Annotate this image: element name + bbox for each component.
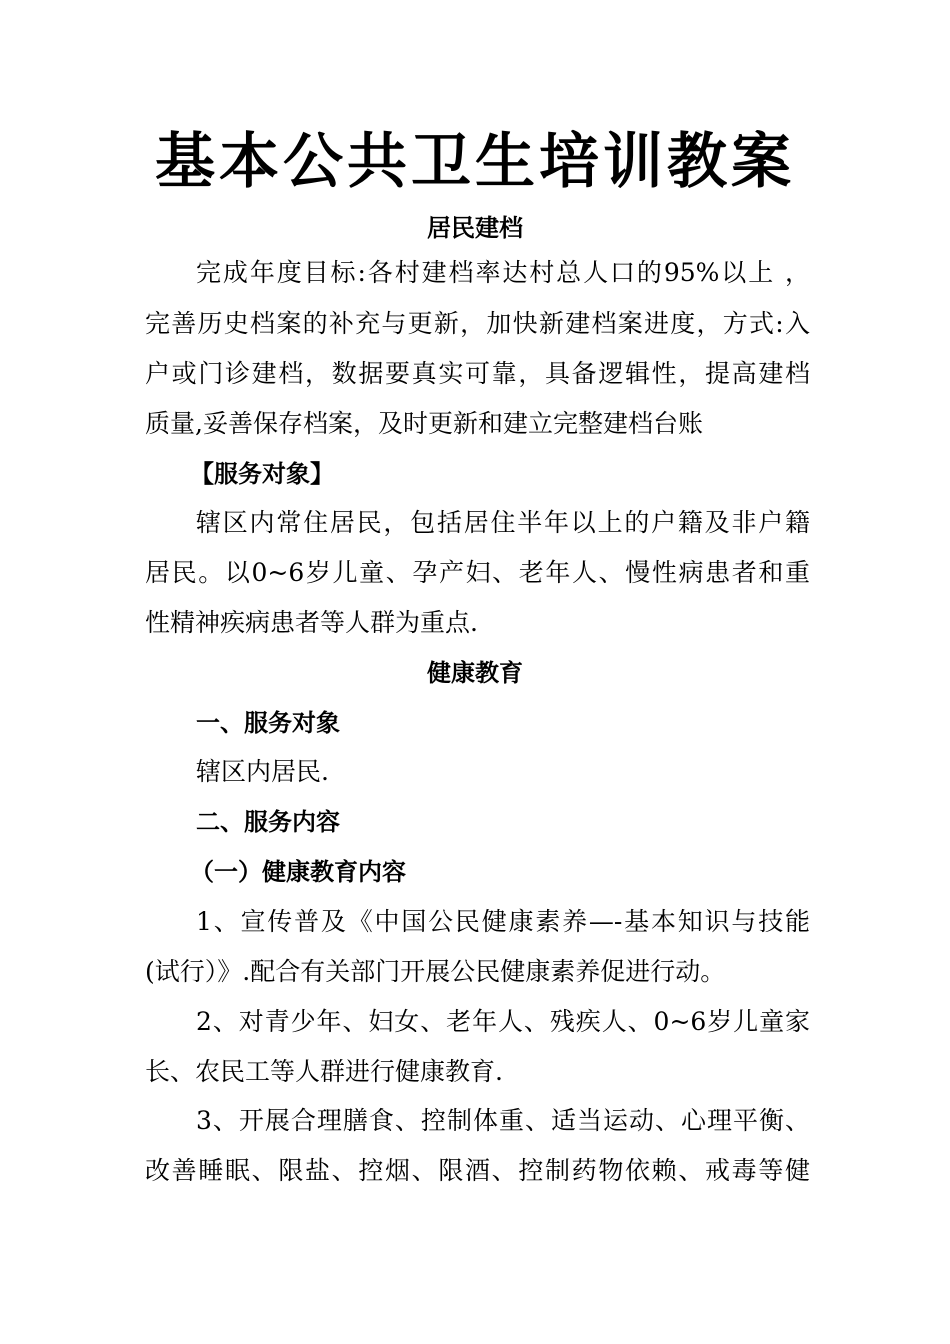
paragraph-line: 质量,妥善保存档案，及时更新和建立完整建档台账	[145, 409, 703, 438]
service-target-text: 辖区内居民.	[196, 757, 329, 786]
paragraph-line: (试行）》.配合有关部门开展公民健康素养促进行动。	[145, 957, 726, 986]
paragraph-line: 辖区内常住居民，包括居住半年以上的户籍及非户籍	[196, 508, 810, 537]
service-target-heading: 【服务对象】	[190, 459, 334, 488]
paragraph-line: 居民。以0~6岁儿童、孕产妇、老年人、慢性病患者和重	[145, 558, 810, 587]
subheading-service-content: 二、服务内容	[196, 807, 340, 836]
document-title: 基本公共卫生培训教案	[155, 127, 795, 197]
subheading-health-education-content: （一）健康教育内容	[190, 857, 406, 886]
paragraph-line: 完善历史档案的补充与更新，加快新建档案进度，方式:入	[145, 309, 810, 338]
paragraph-line: 3、开展合理膳食、控制体重、适当运动、心理平衡、	[196, 1106, 810, 1135]
subheading-service-target: 一、服务对象	[196, 708, 340, 737]
section-heading-health-education: 健康教育	[427, 658, 523, 687]
paragraph-line: 2、对青少年、妇女、老年人、残疾人、0~6岁儿童家	[196, 1007, 810, 1036]
paragraph-line: 改善睡眠、限盐、控烟、限酒、控制药物依赖、戒毒等健	[145, 1156, 810, 1185]
paragraph-line: 长、农民工等人群进行健康教育.	[145, 1057, 503, 1086]
paragraph-line: 户或门诊建档，数据要真实可靠，具备逻辑性，提高建档	[145, 359, 810, 388]
paragraph-line: 1、宣传普及《中国公民健康素养—-基本知识与技能	[196, 907, 810, 936]
paragraph-line: 性精神疾病患者等人群为重点.	[145, 608, 478, 637]
section-heading-resident-records: 居民建档	[427, 213, 523, 242]
paragraph-line: 完成年度目标:各村建档率达村总人口的95%以上 ，	[196, 258, 810, 287]
